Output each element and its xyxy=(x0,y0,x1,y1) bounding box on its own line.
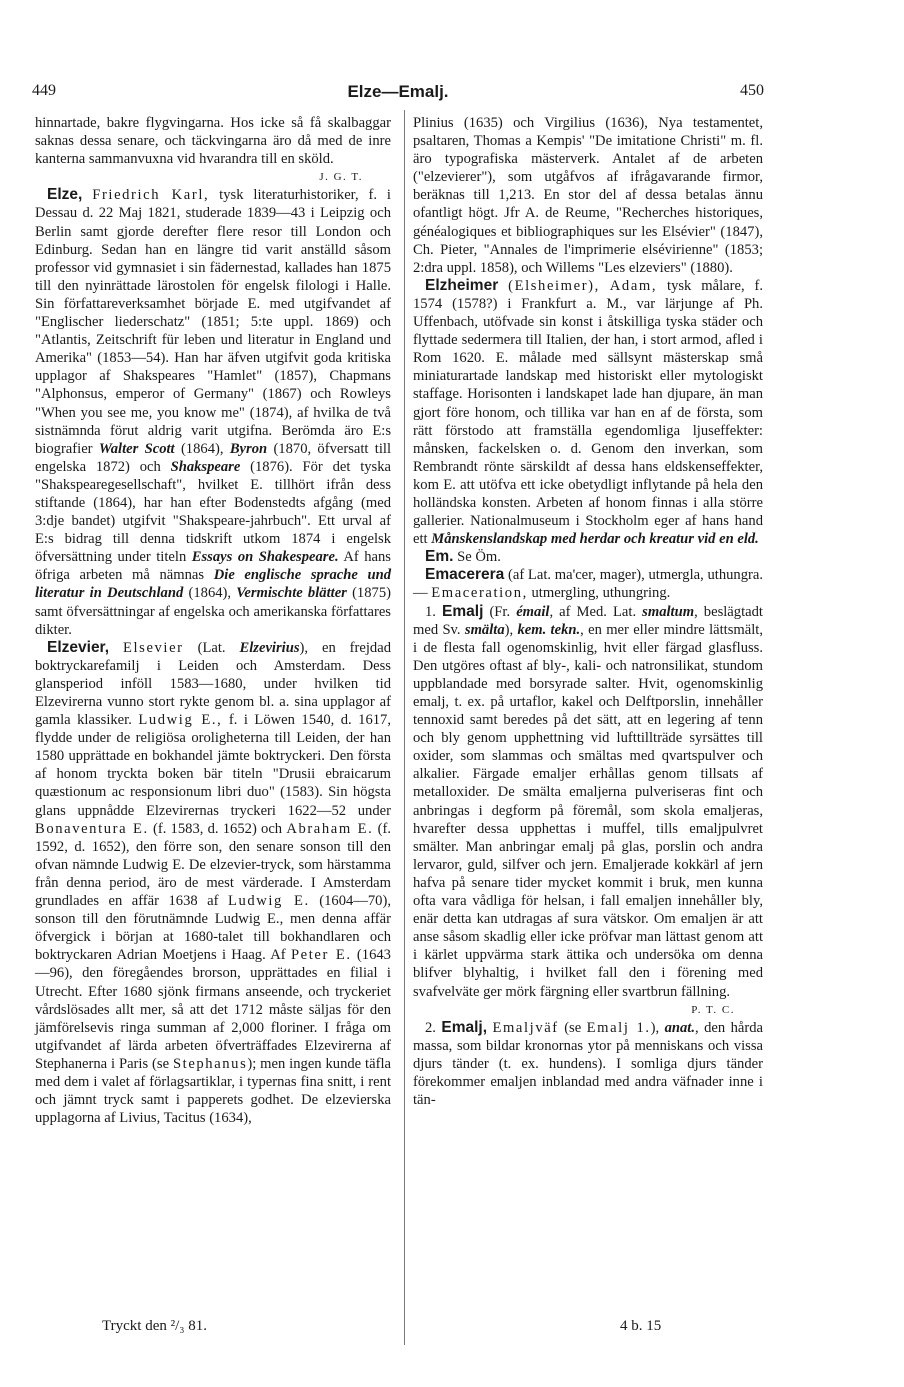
author-signature: P. T. C. xyxy=(691,1003,735,1016)
cross-reference: Stephanus xyxy=(172,1055,248,1072)
cross-reference: Emalj 1. xyxy=(586,1019,651,1036)
derived-term: Emaljväf xyxy=(492,1019,559,1036)
headword: Emalj, xyxy=(441,1018,488,1036)
entry-text: (Fr. xyxy=(489,603,511,620)
headword: Em. xyxy=(425,548,454,566)
entry-text: ), xyxy=(504,621,514,638)
entry-elzheimer xyxy=(413,277,763,548)
print-date: Tryckt den ²/₃ 81. xyxy=(102,1318,208,1334)
entry-text: ), xyxy=(650,1019,660,1036)
author-signature: J. G. T. xyxy=(319,171,363,184)
entry-text: , beslägtadt med Sv. xyxy=(413,603,763,638)
entry-text: (Lat. xyxy=(197,639,226,656)
entry-text: , en mer eller mindre lättsmält, i de flesta fall ogenomskinlig, hvit eller färgad glasfluss. Den utgöres oftast af bly-, kali- och natronsilikat, stundom uppblandade med borsyrade salter. Hvit, ogenomskinlig emalj, t. ex. på urtaflor, kakel och Delftporslin, innehåller tennoxid samt beredes på det sätt, att en legering af tenn och bly genom upphettning vid lufttillträde syrsättes till oxider, som slammas och smältas med qvartspulver och alkalier. Färgade emaljer erhållas genom tillsats af metalloxider. De smälta emaljerna pulveriseras fint och anbringas i degform på föremål, som skola emaljeras, hvarefter dessa upphettas i muffel, tills emaljpulvret smälter. Man anbringar emalj på glas, porslin och andra lervaror, guld, silfver och jern. Emaljerade kokkärl af jern hafva på senare tider mycket kommit i bruk, men kunna ofta vara vådliga för helsan, i fall emaljen innehåller bly, enär detta kan utdragas af sura vätskor. Om emaljen är att anse såsom skadlig eller icke pröfvar man lättast genom att i kärlet uppvärma stark ättika och undersöka om denna blifver blyhaltig, i hvilket fall den i förening med svafvelväte ger mörk färgning eller svartbrun fällning. xyxy=(413,621,764,1000)
work-title: Vermischte blätter xyxy=(236,585,347,602)
entry-text: (1864), xyxy=(180,440,224,457)
person-name: Peter E. xyxy=(290,947,352,964)
page-number-right: 450 xyxy=(740,82,764,99)
foreign-term: émail xyxy=(516,603,550,620)
derived-term: Emaceration, xyxy=(431,585,528,602)
entry-text: (1604—70), sonson till den förutnämnde Ludwig E., men denna affär öfvergick i början at 1680-talet till bokhandlaren och boktryckaren Adrian Moetjens i Haag. Af xyxy=(35,893,391,964)
variant-name: (Elsheimer), xyxy=(508,277,600,294)
person-name: Ludwig E., xyxy=(138,712,223,729)
column-divider xyxy=(404,110,405,1345)
entry-elzevier xyxy=(35,639,391,1128)
headword: Emalj xyxy=(442,602,484,620)
entry-text: (1870, öfversatt till engelska 1872) och xyxy=(35,440,392,475)
entry-text: (se xyxy=(564,1019,582,1036)
entry-number: 2. xyxy=(425,1019,436,1036)
work-title: Essays on Shakespeare. xyxy=(191,549,339,566)
entry-emacerera xyxy=(413,566,763,602)
entry-text: Se Öm. xyxy=(457,549,501,566)
headword: Elzheimer xyxy=(425,276,499,294)
entry-elze xyxy=(35,186,391,638)
foreign-term: smälta xyxy=(464,621,505,638)
entry-text: tysk literaturhistoriker, f. i Dessau d. 22 Maj 1821, studerade 1839—43 i Leipzig och Berlin samt gjorde derefter flere resor till London och Edinburg. Sedan han en längre tid varit anställd såsom professor vid gymnasiet i sin fädernestad, kallades han 1875 till den nyinrättade lärostolen för engelsk filologi i Halle. Sin författareverksamhet började E. med utgifvandet af "Englischer liederschatz" (1851; 5:te uppl. 1869) och "Atlantis, Zeitschrift für leben und literatur in England und Amerika" (1853—54). Han har äfven utgifvit goda kritiska upplagor af Shakspeares "Hamlet" (1857), Chapmans "Alphonsus, emperor of Germany" (1867) och Rowleys "When you see me, you know me" (1874), af hvilka de två sistnämnda förut aldrig varit utgifna. Berömda äro E:s biografier xyxy=(35,187,391,457)
signature-mark: 4 b. 15 xyxy=(620,1318,662,1334)
work-title: Månskenslandskap med herdar och kreatur vid en eld. xyxy=(431,531,759,548)
entry-emalj-1 xyxy=(413,602,764,1016)
foreign-term: smaltum xyxy=(642,603,695,620)
entry-text: hinnartade, bakre flygvingarna. Hos icke så få skalbaggar saknas dessa senare, och täckvingarna äro då med de inre kanterna sammanvuxna vid hvarandra till en sköld. xyxy=(35,115,391,168)
continued-entry xyxy=(35,114,391,184)
headword: Elzevier, xyxy=(47,638,110,656)
page-number-left: 449 xyxy=(32,82,56,99)
entry-text: tysk målare, f. 1574 (1578?) i Frankfurt a. M., var lärjunge af Ph. Uffenbach, utöfvade sin konst i åtskilliga tyska städer och flyttade sedermera till Italien, der han, i stort armod, afled i Rom 1620. E. målade med sällsynt mästerskap små miniaturartade landskap med historiskt eller mytologiskt staffage. Horisonten i landskapet lade han djupare, än man gjort före honom, och tillika var han en af de första, som rätt förstodo att framställa egendomliga ljuseffekter: månsken, fackelsken o. d. Genom den inverkan, som Rembrandt rönte särskildt af dessa hans eldskenseffekter, kom E. att utöfva ett icke obetydligt inflytande på hela den holländska konsten. Arbeten af honom finnas i alla större gallerier. Nationalmuseum i Stockholm eger af hans hand ett xyxy=(413,277,763,548)
work-title: Shakspeare xyxy=(170,458,241,475)
person-name: Ludwig E. xyxy=(227,893,310,910)
running-title: Elze—Emalj. xyxy=(347,82,449,101)
work-title: Die englische sprache und literatur in Deutschland xyxy=(35,567,392,602)
variant-name: Elsevier xyxy=(123,639,184,656)
entry-text: ); men ingen kunde täfla med dem i valet af förlagsartiklar, i typernas fina snitt, i rent och jämnt tryck samt i papperets godhet. De elzevierska upplagorna af Livius, Tacitus (1634), xyxy=(35,1055,391,1127)
headword: Emacerera xyxy=(425,566,505,584)
entry-text: Plinius (1635) och Virgilius (1636), Nya testamentet, psaltaren, Thomas a Kempis' "De imitatione Christi" m. fl. äro typografiska mästerverk. Antalet af de arbeten ("elzevierer"), som utgåfvos af ifrågavarande firmor, beräknas till 1,213. En stor del af dessa betalas ännu ofantligt högt. Jfr A. de Reume, "Recherches historiques, généalogiques et bibliographiques sur les Elsévier" (1847), Ch. Pieter, "Annales de l'imprimerie elsévirienne" (1853; 2:dra uppl. 1858), och Willems "Les elzeviers" (1880). xyxy=(413,115,763,276)
person-name: Bonaventura E. xyxy=(35,820,149,837)
subject-label: anat. xyxy=(664,1019,696,1036)
right-column xyxy=(413,114,763,1109)
entry-text: (1864), xyxy=(188,585,232,602)
entry-text: (af Lat. ma'cer, mager), utmergla, uthungra. — xyxy=(413,567,763,602)
entry-text: (1876). För det tyska "Shakspearegesellschaft", hvilket E. tillhört ifrån dess stiftande (1864), har han efter Bodenstedts afgång (med 3:dje bandet) utgifvit "Shakspeare-jahrbuch". Ett urval af E:s bidrag till denna tidskrift utkom 1874 i engelsk öfversättning under titeln xyxy=(35,458,391,566)
entry-text: , af Med. Lat. xyxy=(549,603,637,620)
entry-text: (1875) samt öfversättningar af engelska och amerikanska författares dikter. xyxy=(35,585,391,638)
person-name: Friedrich Karl, xyxy=(92,187,210,204)
entry-text: (f. 1592, d. 1652), den förre son, den senare sonson till den ofvan nämnde Ludwig E. De elzevier-tryck, som härstamma från denna period, äro de mest värderade. I Amsterdam grundlades en affär 1638 af xyxy=(35,820,391,910)
entry-text: Af hans öfriga arbeten må nämnas xyxy=(35,549,391,584)
subject-label: kem. tekn. xyxy=(517,621,581,638)
entry-text: utmergling, uthungring. xyxy=(531,585,671,602)
entry-em xyxy=(413,548,763,566)
entry-text: (1643—96), den föregåendes brorson, upprättades en filial i Utrecht. Efter 1680 sjönk firmans anseende, och tryckeriet vårdslösades allt mer, så att det 1712 måste säljas för den jämförelsevis ringa summan af 2,000 floriner. I fråga om utgifvandet af lärda arbeten öfverträffades Elzevirerna af Stephanerna i Paris (se xyxy=(35,947,391,1072)
work-title: Walter Scott xyxy=(98,440,175,457)
continued-entry xyxy=(413,114,763,277)
person-name: Adam, xyxy=(609,277,658,294)
left-column xyxy=(35,114,391,1127)
entry-text: f. i Löwen 1540, d. 1617, flydde under de religiösa oroligheterna till Leiden, der han 1580 upprättade en bokhandel jämte boktryckeri. Den första af honom tryckta boken bär titeln "Drusii ebraicarum quæstionum ac responsionum libri duo" (1583). Sin högsta glans uppnådde Elzevirernas tryckeri 1622—52 under xyxy=(35,712,392,819)
latin-name: Elzevirius xyxy=(239,639,300,656)
work-title: Byron xyxy=(229,440,268,457)
entry-text: ), en frejdad boktryckarefamilj i Leiden och Amsterdam. Dess glansperiod inföll 1583—1680, under hvilken tid Elzevirerna vunno stort rykte genom bl. a. sina upplagor af gamla klassiker. xyxy=(35,639,392,729)
entry-emalj-2 xyxy=(413,1019,763,1109)
entry-number: 1. xyxy=(425,603,436,620)
entry-text: (f. 1583, d. 1652) och xyxy=(152,820,283,837)
headword: Elze, xyxy=(47,186,83,204)
person-name: Abraham E. xyxy=(286,820,374,837)
entry-text: , den hårda massa, som bildar kronornas ytor på menniskans och vissa djurs tänder (t. ex. hundens). I somliga djurs tänder förekommer emaljen inblandad med andra väfnader inne i tän- xyxy=(413,1019,763,1109)
page-header xyxy=(32,82,764,106)
